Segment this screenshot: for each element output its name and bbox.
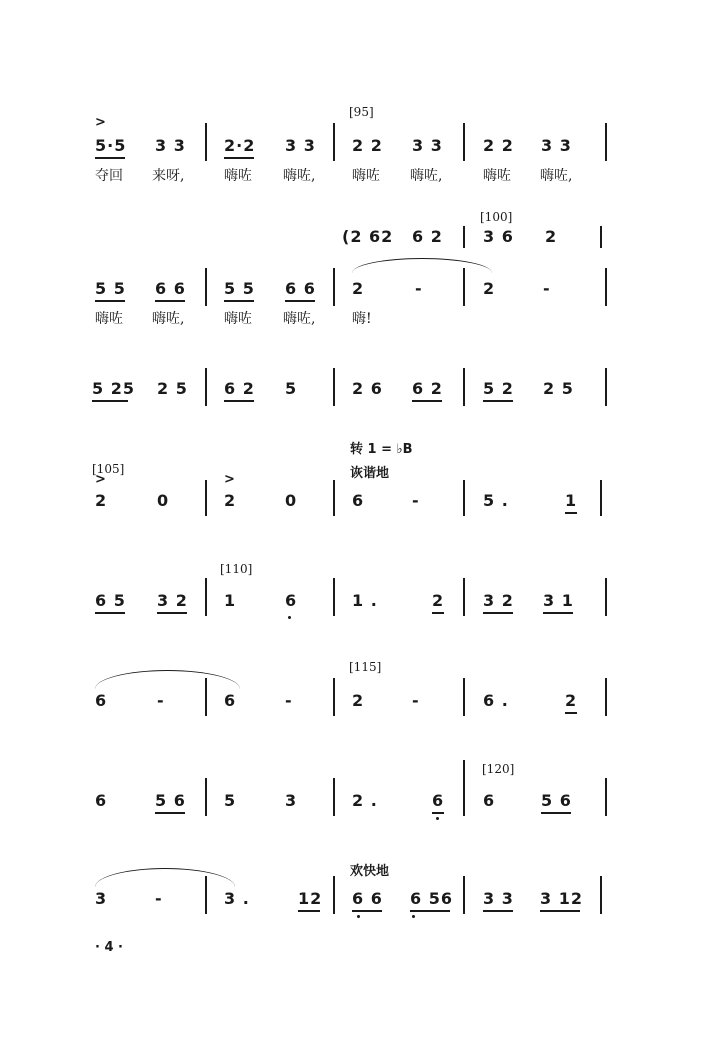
note: 2 — [565, 691, 578, 710]
key-change: 转 1 = ♭B — [350, 442, 413, 457]
bar-line — [333, 778, 335, 816]
note: 2 2 — [483, 136, 514, 155]
lyric: 嗨咗, — [283, 168, 316, 184]
note: 0 — [157, 491, 170, 510]
note: 2 6 — [352, 379, 383, 398]
note: 3 — [95, 889, 108, 908]
beam-line — [224, 400, 254, 402]
note: 6 2 — [412, 227, 443, 246]
bar-line — [463, 760, 465, 816]
rehearsal-mark: [100] — [480, 210, 513, 224]
bar-line — [600, 226, 602, 248]
bar-line — [205, 123, 207, 161]
beam-line — [483, 612, 513, 614]
note: 5 . — [483, 491, 509, 510]
note: 6 — [95, 791, 108, 810]
accent-mark: > — [224, 472, 235, 487]
bar-line — [605, 778, 607, 816]
rehearsal-mark: [105] — [92, 462, 125, 476]
note: 0 — [285, 491, 298, 510]
note: 3 . — [224, 889, 250, 908]
bar-line — [605, 368, 607, 406]
note: 5 6 — [541, 791, 572, 810]
note: 5 — [285, 379, 298, 398]
note: 6 — [224, 691, 237, 710]
note: 3 — [285, 791, 298, 810]
note: 2 — [224, 491, 237, 510]
note: 3 6 — [483, 227, 514, 246]
rehearsal-mark: [110] — [220, 562, 253, 576]
accent-mark: > — [95, 472, 106, 487]
beam-line — [224, 300, 254, 302]
note: 5 — [224, 791, 237, 810]
lyric: 嗨咗 — [224, 311, 252, 327]
note: 2 — [432, 591, 445, 610]
note: 2 — [95, 491, 108, 510]
note: 2 . — [352, 791, 378, 810]
note: - — [155, 889, 163, 908]
note: 3 3 — [483, 889, 514, 908]
note: 2 — [483, 279, 496, 298]
note: 6 6 — [352, 889, 383, 908]
bar-line — [333, 578, 335, 616]
tie — [95, 670, 240, 689]
note: 6 — [352, 491, 365, 510]
bar-line — [205, 368, 207, 406]
bar-line — [605, 123, 607, 161]
note: 3 3 — [412, 136, 443, 155]
bar-line — [605, 678, 607, 716]
note: 3 2 — [157, 591, 188, 610]
slur — [352, 258, 492, 273]
lyric: 嗨咗, — [283, 311, 316, 327]
beam-line — [157, 612, 187, 614]
beam-line — [432, 812, 444, 814]
beam-line — [155, 300, 185, 302]
bar-line — [205, 268, 207, 306]
note: - — [415, 279, 423, 298]
beam-line — [285, 300, 315, 302]
beam-line — [95, 612, 125, 614]
low-octave-dot — [412, 915, 415, 918]
lyric: 嗨咗 — [352, 168, 380, 184]
note: 6 — [285, 591, 298, 610]
note: - — [157, 691, 165, 710]
lyric: 嗨咗 — [483, 168, 511, 184]
rehearsal-mark: [95] — [349, 105, 374, 119]
note: (2 62 — [342, 227, 394, 246]
note: 3 1 — [543, 591, 574, 610]
bar-line — [463, 368, 465, 406]
note: 2·2 — [224, 136, 256, 155]
note: 2 2 — [352, 136, 383, 155]
bar-line — [205, 578, 207, 616]
beam-line — [543, 612, 573, 614]
bar-line — [333, 480, 335, 516]
bar-line — [205, 678, 207, 716]
bar-line — [463, 578, 465, 616]
low-octave-dot — [436, 817, 439, 820]
lyric: 嗨咗, — [540, 168, 573, 184]
tempo-direction: 诙谐地 — [350, 466, 390, 481]
beam-line — [483, 910, 513, 912]
note: 5·5 — [95, 136, 127, 155]
beam-line — [95, 300, 125, 302]
bar-line — [333, 123, 335, 161]
note: 2 — [352, 279, 365, 298]
lyric: 嗨咗, — [152, 311, 185, 327]
beam-line — [540, 910, 580, 912]
note: 3 3 — [285, 136, 316, 155]
bar-line — [463, 480, 465, 516]
beam-line — [565, 512, 577, 514]
note: 1 . — [352, 591, 378, 610]
tie — [95, 868, 235, 887]
bar-line — [205, 876, 207, 914]
note: 5 25 — [92, 379, 135, 398]
lyric: 嗨咗, — [410, 168, 443, 184]
page-number: · 4 · — [95, 940, 123, 955]
note: 6 6 — [155, 279, 186, 298]
bar-line — [333, 678, 335, 716]
note: 5 5 — [95, 279, 126, 298]
tempo-direction: 欢快地 — [350, 864, 390, 879]
bar-line — [463, 226, 465, 248]
bar-line — [463, 876, 465, 914]
note: 5 2 — [483, 379, 514, 398]
bar-line — [333, 876, 335, 914]
rehearsal-mark: [115] — [349, 660, 382, 674]
bar-line — [463, 678, 465, 716]
note: 6 . — [483, 691, 509, 710]
note: 1 — [565, 491, 578, 510]
beam-line — [352, 910, 382, 912]
lyric: 夺回 — [95, 168, 123, 184]
note: 6 56 — [410, 889, 453, 908]
bar-line — [605, 268, 607, 306]
beam-line — [483, 400, 513, 402]
lyric: 嗨! — [352, 311, 372, 327]
low-octave-dot — [288, 616, 291, 619]
bar-line — [463, 268, 465, 306]
beam-line — [541, 812, 571, 814]
note: 6 — [483, 791, 496, 810]
note: 6 — [95, 691, 108, 710]
note: 2 5 — [543, 379, 574, 398]
beam-line — [410, 910, 450, 912]
note: 6 6 — [285, 279, 316, 298]
bar-line — [600, 480, 602, 516]
note: 2 — [352, 691, 365, 710]
beam-line — [298, 910, 320, 912]
note: - — [543, 279, 551, 298]
bar-line — [463, 123, 465, 161]
beam-line — [95, 157, 125, 159]
note: 3 12 — [540, 889, 583, 908]
beam-line — [224, 157, 254, 159]
note: 1 — [224, 591, 237, 610]
bar-line — [333, 368, 335, 406]
lyric: 来呀, — [152, 168, 185, 184]
note: 3 2 — [483, 591, 514, 610]
lyric: 嗨咗 — [224, 168, 252, 184]
beam-line — [92, 400, 128, 402]
bar-line — [605, 578, 607, 616]
lyric: 嗨咗 — [95, 311, 123, 327]
beam-line — [412, 400, 442, 402]
note: 6 5 — [95, 591, 126, 610]
note: 5 5 — [224, 279, 255, 298]
beam-line — [155, 812, 185, 814]
beam-line — [565, 712, 577, 714]
note: - — [412, 691, 420, 710]
note: 2 5 — [157, 379, 188, 398]
note: 6 2 — [224, 379, 255, 398]
note: - — [285, 691, 293, 710]
bar-line — [205, 480, 207, 516]
note: 6 2 — [412, 379, 443, 398]
beam-line — [432, 612, 444, 614]
note: 5 6 — [155, 791, 186, 810]
rehearsal-mark: [120] — [482, 762, 515, 776]
bar-line — [333, 268, 335, 306]
accent-mark: > — [95, 115, 106, 130]
bar-line — [205, 778, 207, 816]
note: 2 — [545, 227, 558, 246]
note: - — [412, 491, 420, 510]
note: 3 3 — [541, 136, 572, 155]
bar-line — [600, 876, 602, 914]
note: 12 — [298, 889, 323, 908]
low-octave-dot — [357, 915, 360, 918]
note: 3 3 — [155, 136, 186, 155]
note: 6 — [432, 791, 445, 810]
